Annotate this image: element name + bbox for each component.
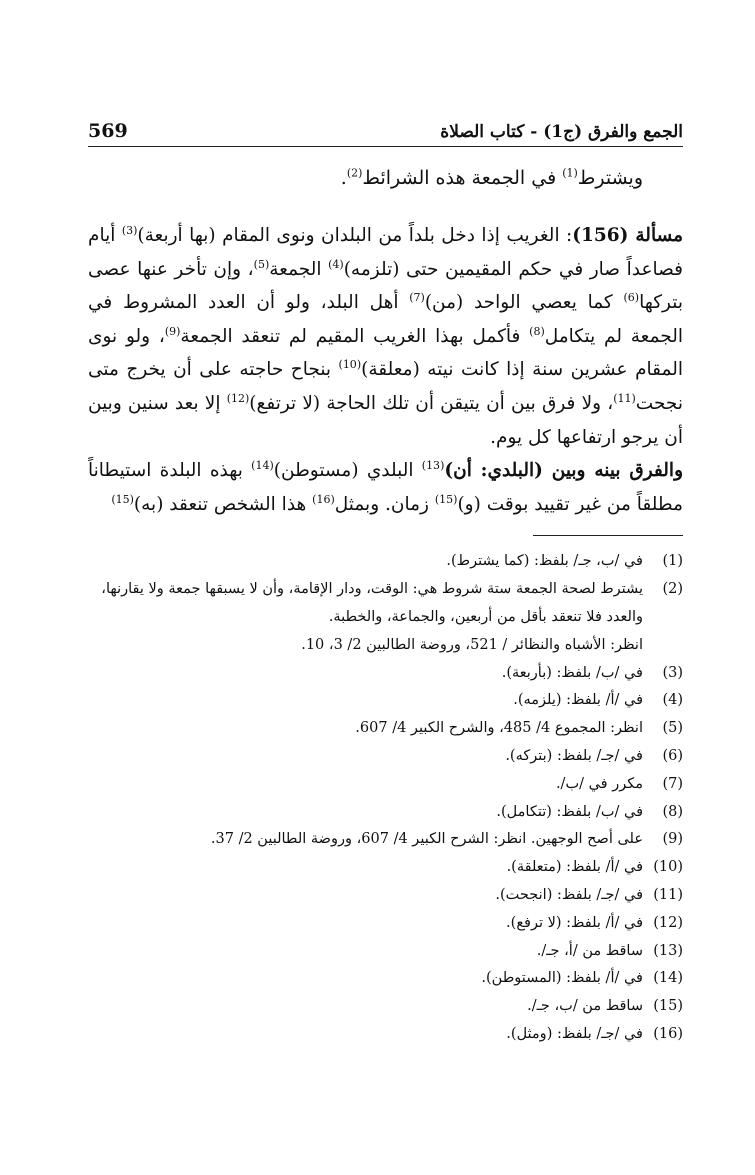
footnote-number: (2) [662,581,683,598]
footnote-ref[interactable]: (4) [328,257,344,271]
intro-text: ويشترط [577,167,643,189]
footnote-text [88,687,643,715]
text-run: زمان. وبمثل [334,493,435,515]
text-run: بهذه البلدة استيطاناً مطلقاً من غير تقييد بوقت (و) [88,460,683,515]
running-header [88,120,683,147]
footnote-line: ساقط من /ب، جـ/. [527,998,643,1015]
difference-paragraph [88,454,683,521]
main-text [88,219,683,521]
text-run: ، ولو نوى المقام عشرين سنة إذا كانت نيته (معلقة) [88,325,683,381]
footnote-line: في /أ/ بلفظ: (لا ترفع). [506,914,643,931]
text-run: ، وإن تأخر عنها عصى بتركها [88,258,683,314]
footnote-ref[interactable]: (13) [421,459,445,472]
issue-paragraph [88,219,683,454]
footnote-item [88,771,683,799]
footnote-number: (16) [653,1025,683,1042]
footnote-ref[interactable]: (16) [312,492,335,506]
footnote-line: على أصح الوجهين. انظر: الشرح الكبير 4/ 607، وروضة الطالبين 2/ 37. [210,831,643,848]
footnote-item [88,965,683,993]
footnote-item [88,1021,683,1049]
footnote-number: (13) [653,942,683,959]
footnote-text [88,938,643,966]
footnote-text [88,910,643,938]
footnote-ref[interactable]: (7) [409,291,425,305]
footnote-ref[interactable]: (3) [121,223,138,237]
page-number: 569 [88,120,128,142]
text-run: إلا بعد سنين وبين أن يرجو ارتفاعها كل يوم. [88,392,683,448]
footnote-line: في /جـ/ بلفظ: (انجحت). [495,886,643,903]
footnote-number: (12) [653,914,683,931]
footnote-text [88,1021,643,1049]
footnote-item [88,910,683,938]
footnote-ref[interactable]: (1) [562,166,578,180]
footnote-text [88,576,643,659]
book-page [88,120,683,1049]
footnote-text [88,743,643,771]
issue-heading: مسألة (156) [572,225,683,246]
footnote-text [88,965,643,993]
intro-line [88,161,683,195]
footnote-item [88,938,683,966]
footnote-ref[interactable]: (11) [613,391,636,405]
text-run: البلدي (مستوطن) [273,460,422,482]
footnote-item [88,826,683,854]
footnote-ref[interactable]: (2) [346,166,363,180]
footnote-ref[interactable]: (14) [251,459,274,472]
footnote-number: (6) [662,747,683,764]
footnote-text [88,799,643,827]
footnote-item [88,548,683,576]
footnote-line: في /أ/ بلفظ: (متعلقة). [506,859,643,876]
footnote-number: (1) [662,553,683,570]
footnote-ref[interactable]: (15) [434,492,458,506]
text-run: الجمعة [269,258,329,280]
footnote-text [88,854,643,882]
footnote-number: (14) [653,970,683,987]
footnote-line: في /جـ/ بلفظ: (ومثل). [506,1025,643,1042]
footnote-line: ساقط من /أ، جـ/. [536,942,643,959]
footnote-number: (7) [662,775,683,792]
text-run: أهل البلد، ولو أن العدد المشروط في الجمعة لم يتكامل [88,292,683,347]
footnote-separator [533,535,683,536]
footnote-ref[interactable]: (9) [164,324,181,338]
footnote-text [88,715,643,743]
footnote-line: في /أ/ بلفظ: (يلزمه). [513,692,643,709]
footnotes-list [88,548,683,1048]
footnote-item [88,882,683,910]
intro-text: . [340,167,347,189]
footnote-line: انظر: الأشباه والنظائر / 521، وروضة الطالبين 2/ 3، 10. [301,636,643,653]
footnote-ref[interactable]: (5) [253,257,270,271]
footnote-item [88,854,683,882]
footnote-number: (5) [662,720,683,737]
footnote-text [88,826,643,854]
footnote-number: (4) [662,692,683,709]
footnote-number: (3) [662,664,683,681]
footnote-line: يشترط لصحة الجمعة ستة شروط هي: الوقت، ودار الإقامة، وأن لا يسبقها جمعة ولا يقارنها، والعدد فلا تنعقد بأقل من أربعين، والجماعة، والخطبة. [101,581,643,625]
footnote-ref[interactable]: (10) [338,358,362,372]
footnote-number: (10) [653,859,683,876]
footnote-ref[interactable]: (8) [529,324,545,338]
footnote-line: مكرر في /ب/. [555,775,643,792]
footnote-item [88,687,683,715]
footnote-line: في /ب، جـ/ بلفظ: (كما يشترط). [446,553,643,570]
footnote-line: انظر: المجموع 4/ 485، والشرح الكبير 4/ 607. [355,720,643,737]
footnote-number: (9) [662,831,683,848]
text-run: ، ولا فرق بين أن يتيقن أن تلك الحاجة (لا ترتفع) [249,392,614,414]
footnote-number: (11) [653,886,683,903]
text-run: بنجاح حاجته على أن يخرج متى نجحت [88,359,683,414]
text-run: كما يعصي الواحد (من) [424,292,624,314]
footnote-item [88,715,683,743]
intro-text: في الجمعة هذه الشرائط [362,167,563,189]
text-run: أيام فصاعداً صار في حكم المقيمين حتى (تلزمه) [88,225,684,280]
footnote-line: في /ب/ بلفظ: (تتكامل). [496,803,643,820]
footnote-item [88,576,683,659]
footnote-item [88,799,683,827]
text-run: : الغريب إذا دخل بلداً من البلدان ونوى المقام (بها أربعة) [137,225,573,246]
footnote-text [88,548,643,576]
footnote-line: في /ب/ بلفظ: (بأربعة). [501,664,643,681]
header-title: الجمع والفرق (ج1) - كتاب الصلاة [440,122,683,142]
footnote-line: في /جـ/ بلفظ: (بتركه). [505,747,643,764]
footnote-number: (8) [662,803,683,820]
footnote-number: (15) [653,998,683,1015]
footnote-ref[interactable]: (12) [226,391,250,405]
footnote-text [88,660,643,688]
footnote-text [88,882,643,910]
footnote-text [88,771,643,799]
footnote-text [88,993,643,1021]
footnote-item [88,743,683,771]
text-run: هذا الشخص تنعقد (به) [133,493,313,515]
footnote-item [88,660,683,688]
footnote-line: في /أ/ بلفظ: (المستوطن). [481,970,643,987]
text-run: والفرق بينه وبين (البلدي: أن) [444,460,684,482]
footnote-ref[interactable]: (15) [111,492,134,506]
text-run: فأكمل بهذا الغريب المقيم لم تنعقد الجمعة [180,325,530,347]
footnote-item [88,993,683,1021]
footnote-ref[interactable]: (6) [623,291,640,305]
